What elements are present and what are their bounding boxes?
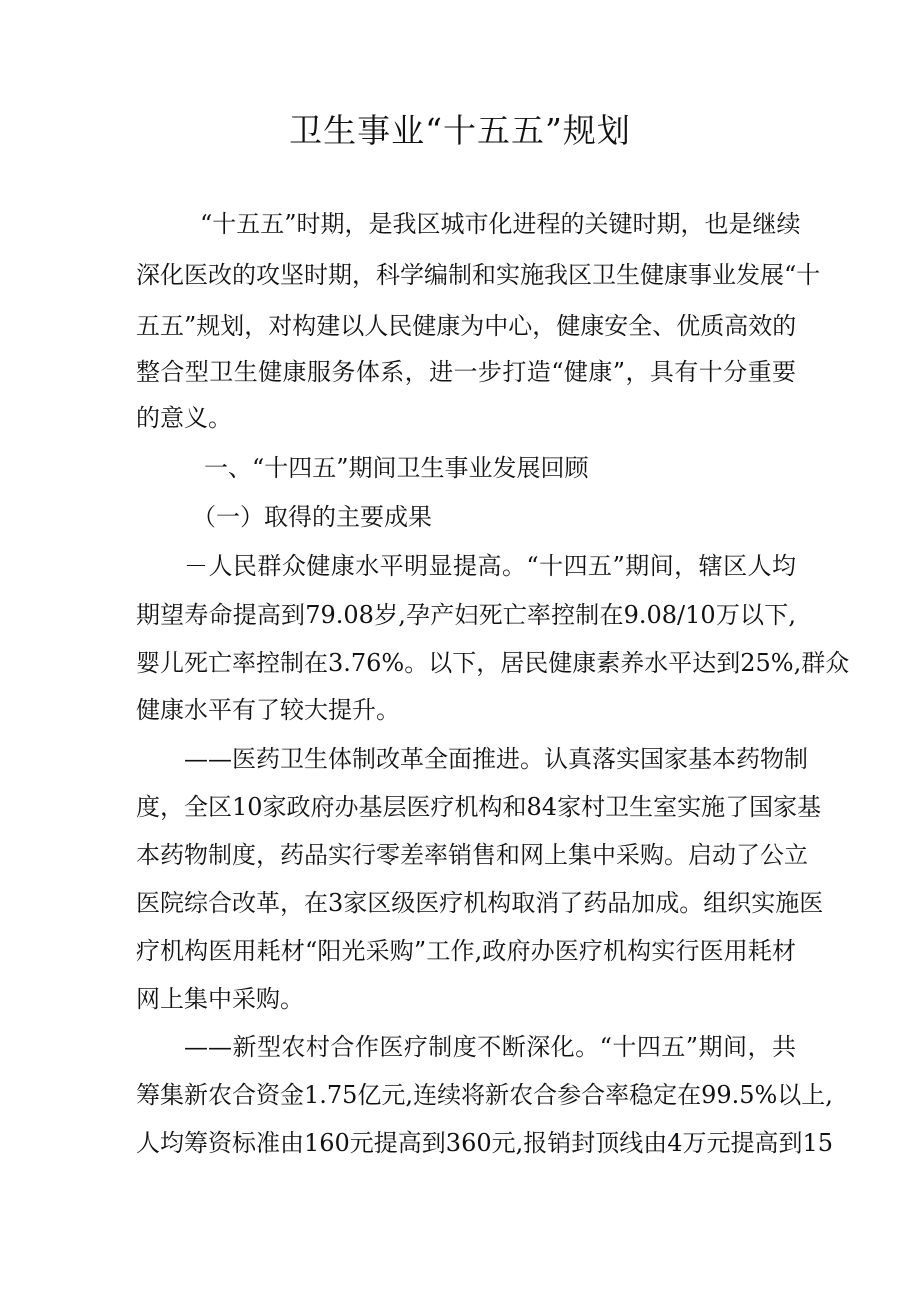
para1-line-4: 健康水平有了较大提升。 [136,696,400,724]
para3-line-3: 人均筹资标准由160元提高到360元,报销封顶线由4万元提高到15 [136,1129,834,1157]
para2-line-4: 医院综合改革，在3家区级医疗机构取消了药品加成。组织实施医 [136,889,824,917]
intro-line-1: “十五五”时期，是我区城市化进程的关键时期，也是继续 [200,210,801,238]
intro-line-5: 的意义。 [136,404,232,432]
para1-line-3: 婴儿死亡率控制在3.76%。以下，居民健康素养水平达到25%,群众 [136,649,850,677]
para2-line-3: 本药物制度，药品实行零差率销售和网上集中采购。启动了公立 [136,841,808,869]
section-heading: 一、“十四五”期间卫生事业发展回顾 [204,454,589,482]
document-title: 卫生事业“十五五”规划 [289,111,631,150]
intro-line-4: 整合型卫生健康服务体系，进一步打造“健康”，具有十分重要 [136,358,796,386]
intro-line-2: 深化医改的攻坚时期，科学编制和实施我区卫生健康事业发展“十 [136,261,821,289]
para1-line-1: －人民群众健康水平明显提高。“十四五”期间，辖区人均 [184,552,796,580]
para2-line-1: ——医药卫生体制改革全面推进。认真落实国家基本药物制 [184,745,808,773]
subsection-heading: （一）取得的主要成果 [192,503,432,531]
para3-line-2: 筹集新农合资金1.75亿元,连续将新农合参合率稳定在99.5%以上, [136,1081,833,1109]
para2-line-2: 度，全区10家政府办基层医疗机构和84家村卫生室实施了国家基 [136,793,822,821]
para2-line-6: 网上集中采购。 [136,985,304,1013]
para2-line-5: 疗机构医用耗材“阳光采购”工作,政府办医疗机构实行医用耗材 [136,937,796,965]
para1-line-2: 期望寿命提高到79.08岁,孕产妇死亡率控制在9.08/10万以下, [136,601,796,629]
para3-line-1: ——新型农村合作医疗制度不断深化。“十四五”期间，共 [184,1033,796,1061]
intro-line-3: 五五”规划，对构建以人民健康为中心，健康安全、优质高效的 [136,312,797,340]
